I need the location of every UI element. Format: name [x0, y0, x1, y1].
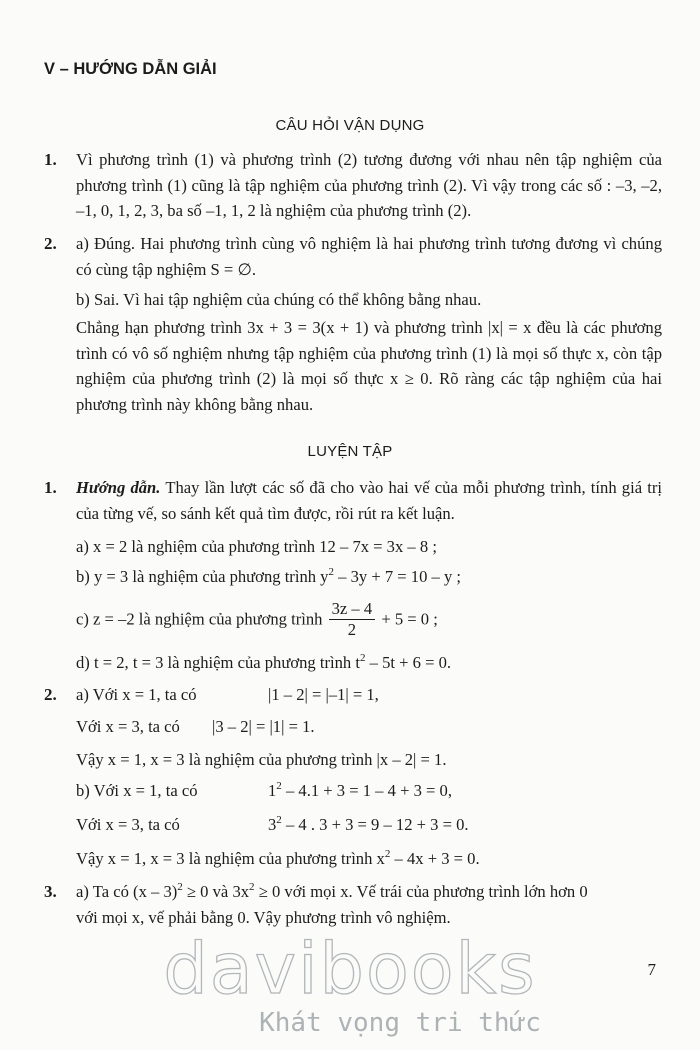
answer-paragraph: a) Đúng. Hai phương trình cùng vô nghiệm là hai phương trình tương đương vì chúng có cùng tập nghiệm S = ∅. — [76, 234, 662, 279]
hint-text: Thay lần lượt các số đã cho vào hai vế của mỗi phương trình, tính giá trị của từng vế, so sánh kết quả tìm được, rồi rút ra kết luận. — [76, 478, 662, 523]
question-number: 2. — [44, 234, 57, 253]
answer-paragraph: Vì phương trình (1) và phương trình (2) tương đương với nhau nên tập nghiệm của phương trình (1) cũng là tập nghiệm của phương trình (2). Vì vậy trong các số : –3, –2, –1, 0, 1, 2, 3, ba số –1, 1, 2 là nghiệm của phương trình (2). — [76, 150, 662, 220]
exercise-instruction — [76, 475, 662, 526]
solution-line-expression: $3^2 - 4$ . 3 + 3 = 9 – 12 + 3 = 0. — [268, 814, 469, 834]
solution-line-label: a) Với x = 1, ta có — [76, 685, 197, 704]
page-number: 7 — [647, 960, 656, 979]
question-number: 1. — [44, 150, 57, 169]
section-heading: V – HƯỚNG DẪN GIẢI — [44, 60, 217, 78]
answer-paragraph: b) Sai. Vì hai tập nghiệm của chúng có thể không bằng nhau. — [76, 290, 482, 309]
solution-line-expression: |1 – 2| = |–1| = 1, — [268, 685, 379, 704]
solution-line-expression: |3 – 2| = |1| = 1. — [212, 717, 315, 736]
exercise-number: 1. — [44, 478, 57, 497]
solution-line-label: Với x = 3, ta có — [76, 717, 180, 736]
exercise-number: 2. — [44, 685, 57, 704]
solution-line: với mọi x, vế phải bằng 0. Vậy phương trình vô nghiệm. — [76, 908, 451, 927]
solution-line: a) x = 2 là nghiệm của phương trình 12 – 7x = 3x – 8 ; — [76, 537, 437, 556]
solution-line: c) z = –2 là nghiệm của phương trình $\frac{3z - 4}{2}$ + 5 = 0 ; — [76, 599, 438, 639]
solution-line-label: Với x = 3, ta có — [76, 815, 180, 834]
fraction: $\frac{3z - 4}{2}$ — [329, 599, 376, 640]
solution-line: b) y = 3 là nghiệm của phương trình $y^2 - 3y + 7 = 10 - y$ ; — [76, 566, 462, 586]
watermark-slogan: Khát vọng tri thức — [259, 1008, 541, 1038]
solution-line-expression: $1^2 - 4.1 + 3 = 1 - 4 + 3 = 0$, — [268, 780, 452, 800]
watermark-brand: davibooks — [163, 928, 537, 1010]
solution-line: Vậy x = 1, x = 3 là nghiệm của phương trình $x^2 - 4x + 3 = 0$. — [76, 848, 480, 868]
solution-line: a) Ta có (x – 3)$^2$ ≥ 0 và $3x^2 \ge 0$ với mọi x. Vế trái của phương trình lớn hơn 0 — [76, 881, 588, 901]
solution-line: Vậy x = 1, x = 3 là nghiệm của phương trình |x – 2| = 1. — [76, 750, 447, 769]
subsection-title-luyen-tap: LUYỆN TẬP — [307, 443, 393, 460]
subsection-title-cau-hoi-van-dung: CÂU HỎI VẬN DỤNG — [275, 117, 425, 134]
hint-label: Hướng dẫn. — [76, 478, 161, 497]
solution-line: d) t = 2, t = 3 là nghiệm của phương trình $t^2 - 5t + 6 = 0$. — [76, 652, 452, 672]
exercise-number: 3. — [44, 882, 57, 901]
solution-line-label: b) Với x = 1, ta có — [76, 781, 198, 800]
answer-paragraph: Chẳng hạn phương trình 3x + 3 = 3(x + 1) và phương trình |x| = x đều là các phương trình có vô số nghiệm nhưng tập nghiệm của phương trình (1) là mọi số thực x, còn tập nghiệm của phương trình (2) là mọi số thực x ≥ 0. Rõ ràng các tập nghiệm của hai phương trình này không bằng nhau. — [76, 318, 662, 414]
